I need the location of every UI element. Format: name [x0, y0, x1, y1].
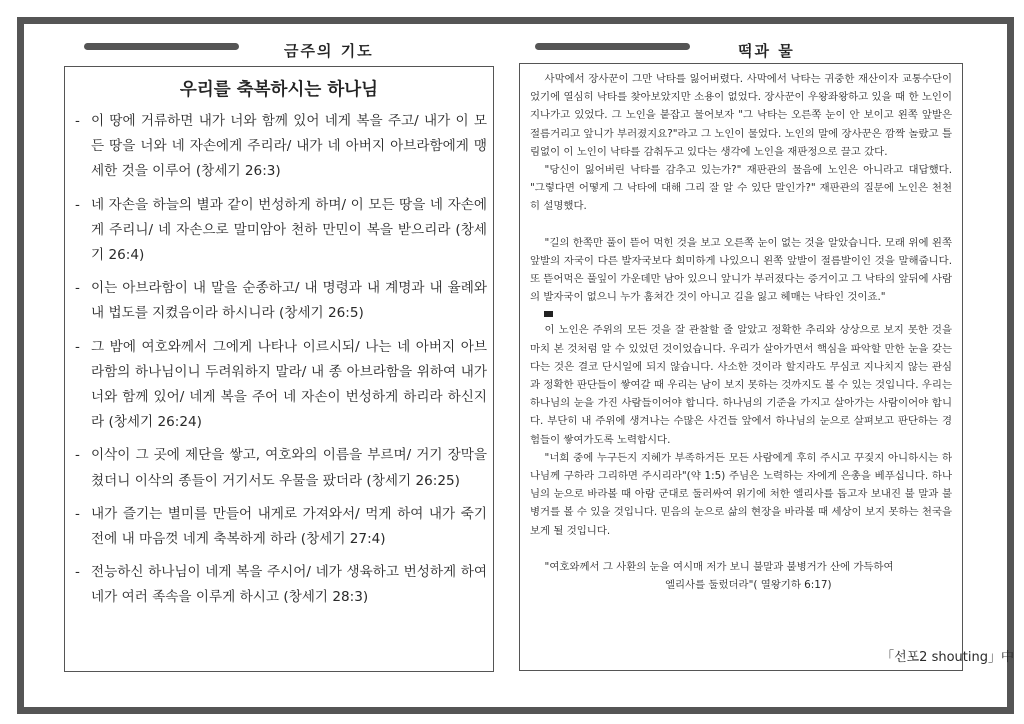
verse-item — [75, 443, 487, 493]
verse-item — [75, 502, 487, 552]
section-marker — [544, 311, 553, 317]
story-paragraph: 이 노인은 주위의 모든 것을 잘 관찰할 줄 알았고 정확한 추리와 상상으로 보지 못한 것을 마치 본 것처럼 알 수 있었던 것이었습니다. 우리가 살아가면서 핵심을 파악할 만한 눈을 갖는다는 것은 결코 단시일에 되지 않습니다. 사소한 것이라 할지라도 무심코 지나치지 않는 관심과 정확한 판단들이 쌓여갈 때 우리는 남이 보지 못하는 것까지도 볼 수 있는 것입니다. 우리는 하나님의 눈을 가진 사람들이어야 합니다. 하나님의 기준을 가지고 살아가는 사람이어야 합니다. 부단히 내 주위에 생겨나는 수많은 사건들 앞에서 하나님의 눈으로 살펴보고 판단하는 경험들이 쌓여가도록 노력합시다. — [530, 324, 952, 446]
prayer-box — [64, 66, 494, 672]
story-text — [530, 70, 952, 594]
story-paragraph: 사막에서 장사꾼이 그만 낙타를 잃어버렸다. 사막에서 낙타는 귀중한 재산이자 교통수단이었기에 열심히 낙타를 찾아보았지만 소용이 없었다. 장사꾼이 우왕좌왕하고 있을 때 한 노인이 지나가고 있었다. 그 노인을 붙잡고 물어보자 "그 낙타는 오른쪽 눈이 안 보이고 왼쪽 앞발은 절름거리고 앞니가 부러졌지요?"라고 그 노인이 물었다. 노인의 말에 장사꾼은 깜짝 놀랐고 틀림없이 이 노인이 낙타를 감춰두고 있다는 생각에 노인을 재판정으로 끌고 갔다. — [530, 73, 952, 158]
verse-item — [75, 193, 487, 269]
bullet-dash: - — [75, 447, 80, 464]
bullet-dash: - — [75, 280, 80, 297]
verse-text: 네 자손을 하늘의 별과 같이 번성하게 하며/ 이 모든 땅을 네 자손에게 주리니/ 네 자손으로 말미암아 천하 만민이 복을 받으리라 (창세기 26:4) — [91, 196, 487, 264]
verse-text: 이 땅에 거류하면 내가 너와 함께 있어 네게 복을 주고/ 내가 이 모든 땅을 너와 네 자손에게 주리라/ 내가 네 아버지 아브라함에게 맹세한 것을 이루어 (창세기 26:3) — [91, 113, 487, 180]
story-box — [519, 63, 963, 671]
bullet-dash: - — [75, 338, 80, 355]
story-paragraph: "길의 한쪽만 풀이 뜯어 먹힌 것을 보고 오른쪽 눈이 없는 것을 알았습니다. 모래 위에 왼쪽 앞발의 자국이 다른 발자국보다 희미하게 나있으니 왼쪽 앞발이 절름발이인 것을 말해줍니다. 또 뜯어먹은 풀잎이 가운데만 남아 있으니 앞니가 부러졌다는 증거이고 그 낙타의 앞뒤에 사람의 발자국이 없으니 누가 훔쳐간 것이 아니고 길을 잃고 헤매는 낙타인 것이죠." — [530, 236, 952, 304]
closing-quote: "여호와께서 그 사환의 눈을 여시매 저가 보니 불말과 불병거가 산에 가득하여 — [544, 560, 894, 573]
verse-text: 이는 아브라함이 내 말을 순종하고/ 내 명령과 내 계명과 내 율례와 내 법도를 지켰음이라 하시니라 (창세기 26:5) — [91, 280, 487, 322]
bullet-dash: - — [75, 564, 80, 581]
left-heading: 금주의 기도 — [284, 42, 374, 60]
bullet-dash: - — [75, 113, 80, 129]
story-paragraph: "너희 중에 누구든지 지혜가 부족하거든 모든 사람에게 후히 주시고 꾸짖지 아니하시는 하나님께 구하라 그리하면 주시리라"(약 1:5) 주님은 노력하는 자에게 은총을 베푸십니다. 하나님의 눈으로 바라볼 때 아람 군대로 둘러싸여 위기에 처한 엘리사를 돕고자 보내진 불 말과 불 병거를 볼 수 있을 것입니다. 믿음의 눈으로 삶의 현장을 바라볼 때 세상이 보지 못하는 천국을 보게 될 것입니다. — [530, 451, 952, 537]
left-heading-bar — [84, 43, 239, 50]
closing-quote-reference: 엘리사를 둘렀더라"( 열왕기하 6:17) — [664, 579, 832, 592]
verse-text: 내가 즐기는 별미를 만들어 내게로 가져와서/ 먹게 하여 내가 죽기 전에 내 마음껏 네게 축복하게 하라 (창세기 27:4) — [91, 505, 487, 548]
prayer-source: 「선포2 shouting」中 — [881, 650, 1014, 665]
verse-item — [75, 560, 487, 610]
prayer-title: 우리를 축복하시는 하나님 — [179, 80, 379, 100]
verse-text: 이삭이 그 곳에 제단을 쌓고, 여호와의 이름을 부르며/ 거기 장막을 쳤더니 이삭의 종들이 거기서도 우물을 팠더라 (창세기 26:25) — [91, 447, 487, 489]
right-heading: 떡과 물 — [738, 42, 795, 60]
verse-list — [75, 109, 487, 619]
right-heading-bar — [535, 43, 690, 50]
story-paragraph: "당신이 잃어버린 낙타를 감추고 있는가?" 재판관의 물음에 노인은 아니라고 대답했다. "그렇다면 어떻게 그 낙타에 대해 그리 잘 알 수 있단 말인가?" 재판관의 질문에 노인은 천천히 설명했다. — [530, 164, 952, 213]
verse-item — [75, 276, 487, 326]
bullet-dash: - — [75, 505, 80, 522]
verse-item — [75, 335, 487, 436]
verse-text: 전능하신 하나님이 네게 복을 주시어/ 네가 생육하고 번성하게 하여 네가 여러 족속을 이루게 하시고 (창세기 28:3) — [91, 564, 487, 606]
verse-item — [75, 109, 487, 185]
bullet-dash: - — [75, 196, 80, 213]
verse-text: 그 밤에 여호와께서 그에게 나타나 이르시되/ 나는 네 아버지 아브라함의 하나님이니 두려워하지 말라/ 내 종 아브라함을 위하여 내가 너와 함께 있어/ 네게 복을 주어 네 자손이 번성하게 하리라 하신지라 (창세기 26:24) — [91, 338, 487, 431]
